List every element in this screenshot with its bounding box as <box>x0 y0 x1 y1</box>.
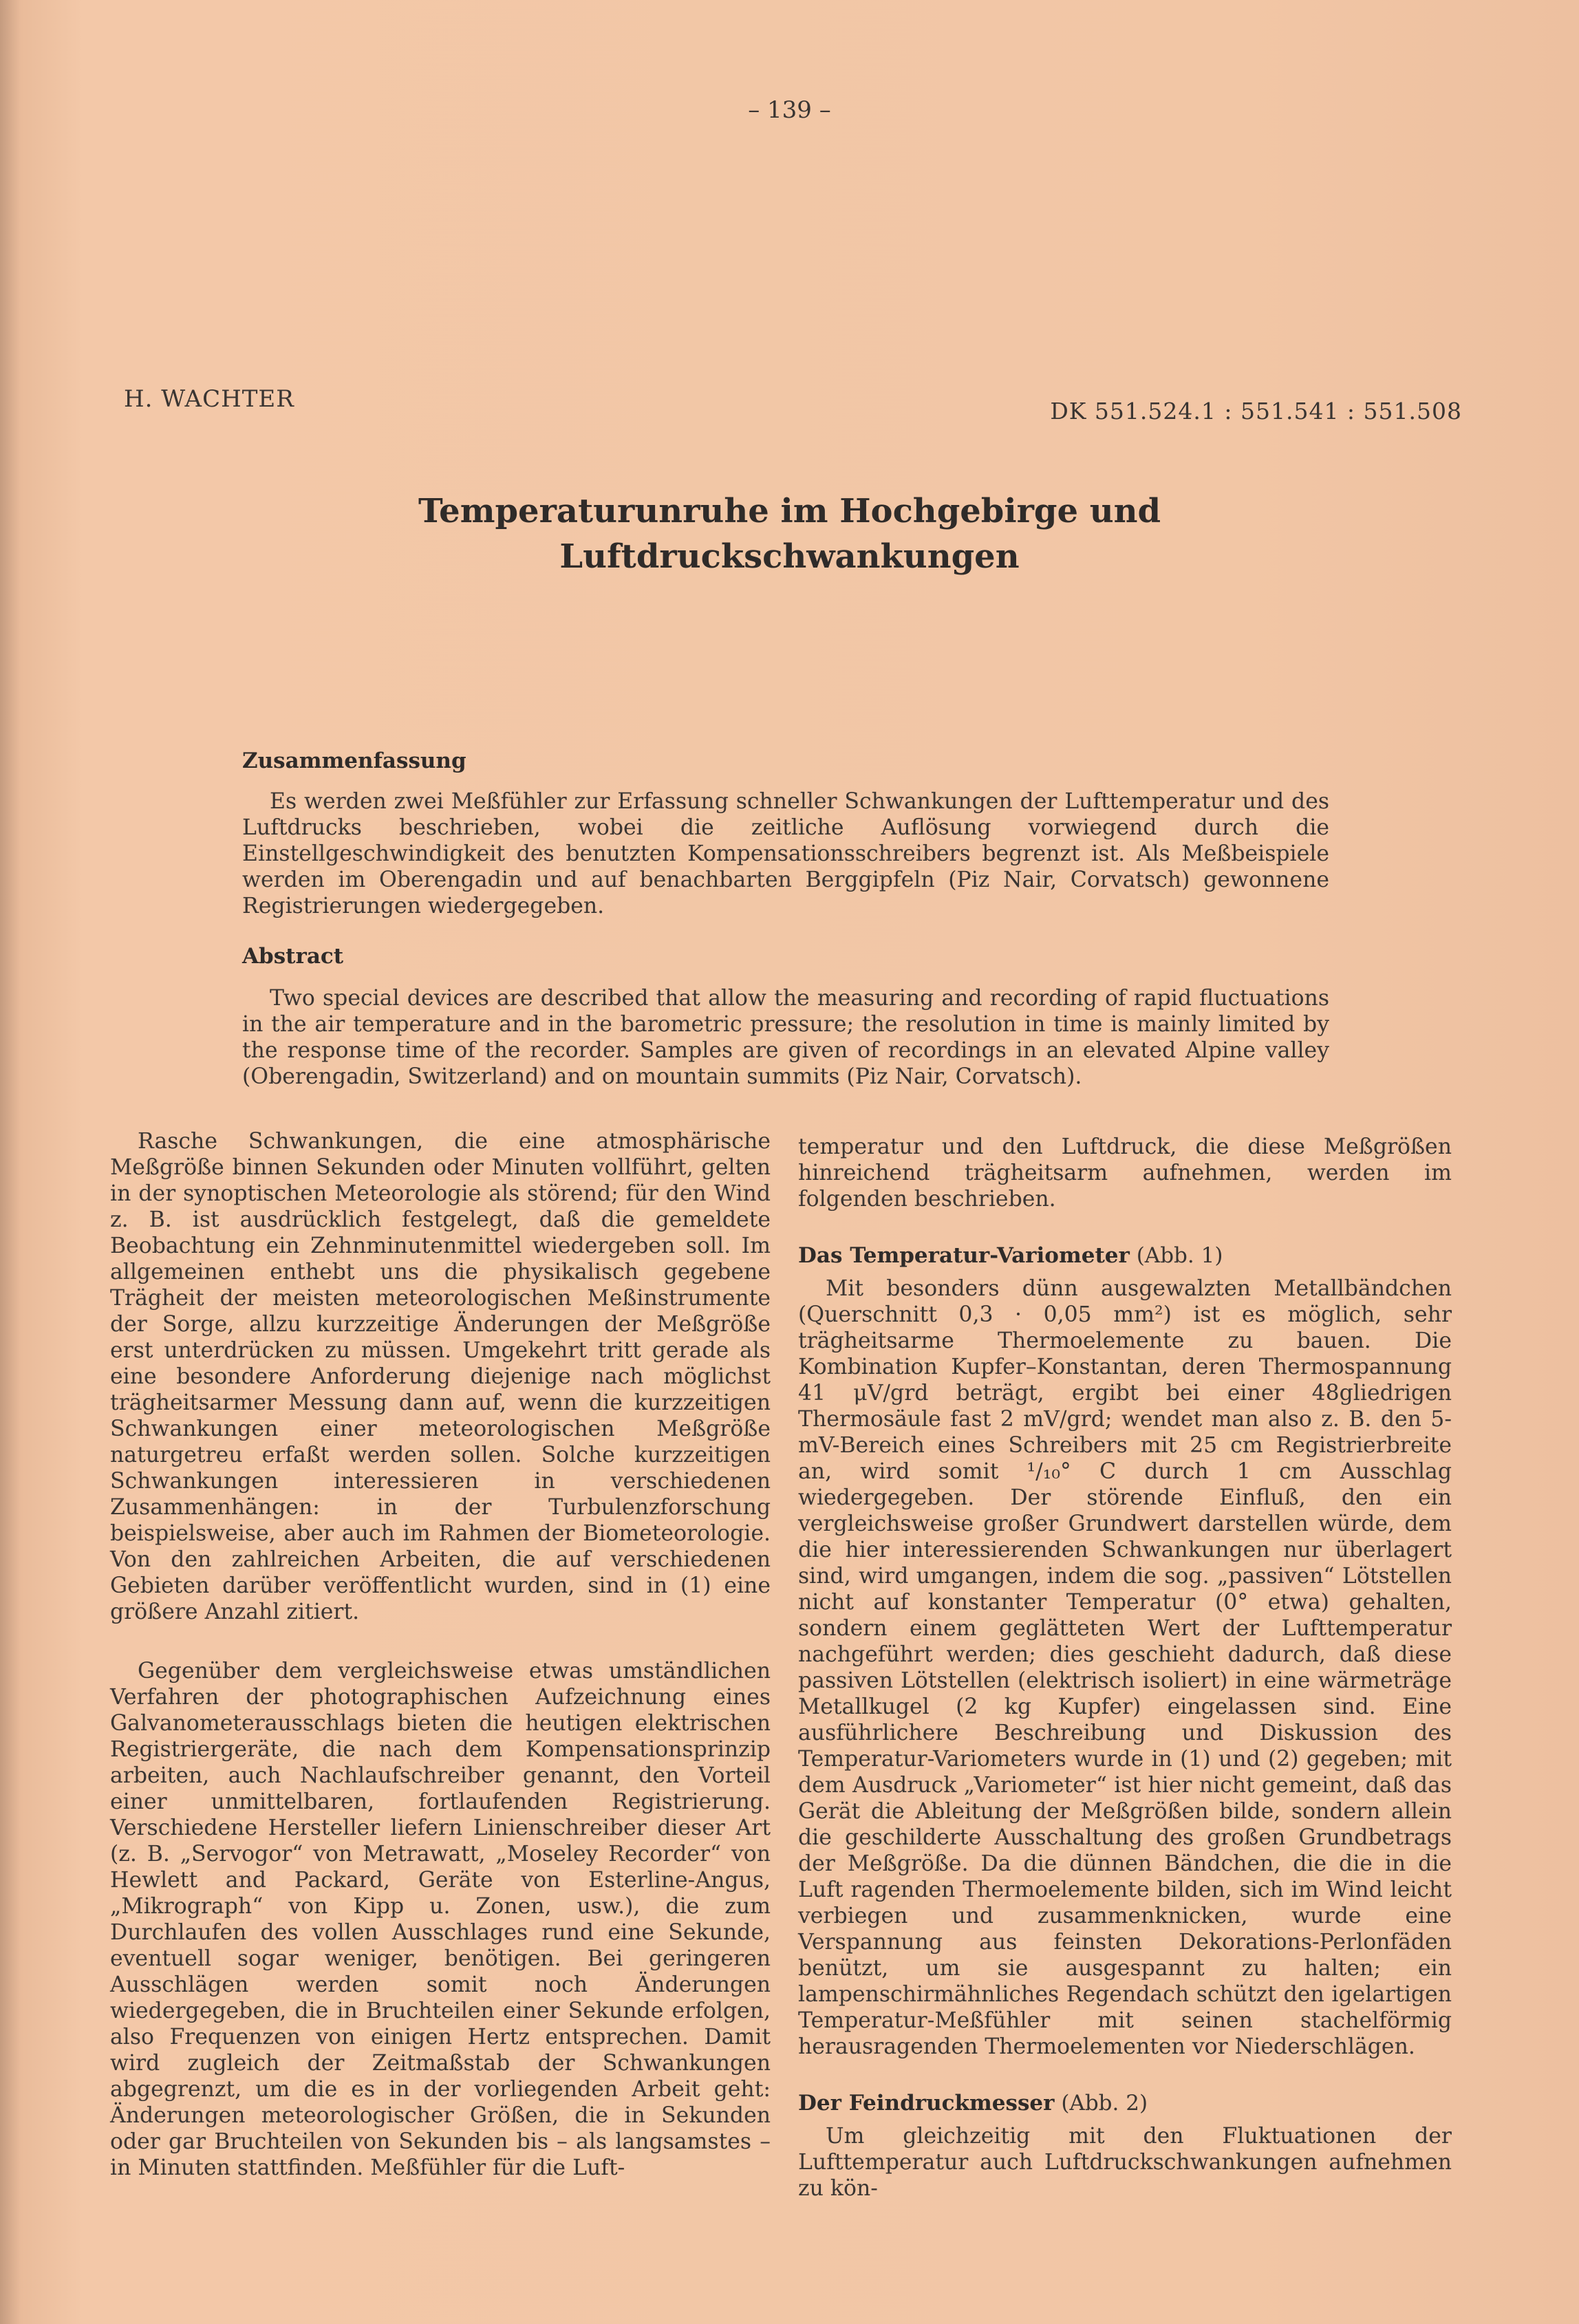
summary-text: Es werden zwei Meßfühler zur Erfassung schneller Schwankungen der Lufttemperatur und des Luftdrucks beschrieben, wobei die zeitliche Auflösung vorwiegend durch die Einstellgeschwindigkeit des benutzten Kompensationsschreibers begrenzt ist. Als Meßbeispiele werden im Oberengadin und auf benachbarten Berggipfeln (Piz Nair, Corvatsch) gewonnene Registrierungen wiedergegeben. <box>242 789 1329 918</box>
section-heading-temperature-variometer <box>798 1242 1452 1269</box>
summary-text-block <box>242 788 1329 919</box>
article-title <box>0 488 1579 579</box>
title-line-1: Temperaturunruhe im Hochgebirge und <box>418 492 1161 530</box>
abstract-section <box>242 944 1329 1090</box>
abstract-text-block <box>242 985 1329 1090</box>
body-paragraph-feindruckmesser: Um gleichzeitig mit den Fluktuationen der Lufttemperatur auch Luftdruckschwankungen aufnehmen zu kön- <box>798 2124 1452 2201</box>
body-paragraph-continuation: temperatur und den Luftdruck, die diese Meßgrößen hinreichend trägheitsarm aufnehmen, werden im folgenden beschrieben. <box>798 1134 1452 1212</box>
author-name: H. WACHTER <box>124 385 294 413</box>
body-paragraph-temperature-variometer: Mit besonders dünn ausgewalzten Metallbändchen (Querschnitt 0,3 · 0,05 mm²) ist es möglich, sehr trägheitsarme Thermoelemente zu bauen. Die Kombination Kupfer–Konstantan, deren Thermospannung 41 μV/grd beträgt, ergibt bei einer 48gliedrigen Thermosäule fast 2 mV/grd; wendet man also z. B. den 5-mV-Bereich eines Schreibers mit 25 cm Registrierbreite an, wird somit ¹/₁₀° C durch 1 cm Ausschlag wiedergegeben. Der störende Einfluß, den ein vergleichsweise großer Grundwert darstellen würde, dem die hier interessierenden Schwankungen nur überlagert sind, wird umgangen, indem die sog. „passiven“ Lötstellen nicht auf konstanter Temperatur (0° etwa) gehalten, sondern einem geglätteten Wert der Lufttemperatur nachgeführt werden; dies geschieht dadurch, daß diese passiven Lötstellen (elektrisch isoliert) in eine wärmeträge Metallkugel (2 kg Kupfer) eingelassen sind. Eine ausführlichere Beschreibung und Diskussion des Temperatur-Variometers wurde in (1) und (2) gegeben; mit dem Ausdruck „Variometer“ ist hier nicht gemeint, daß das Gerät die Ableitung der Meßgrößen bilde, sondern allein die geschilderte Ausschaltung des großen Grundbetrags der Meßgröße. Da die dünnen Bändchen, die die in die Luft ragenden Thermoelemente bilden, sich im Wind leicht verbiegen und zusammenknicken, wurde eine Verspannung aus feinsten Dekorations-Perlonfäden benützt, um sie ausgespannt zu halten; ein lampenschirmähnliches Regendach schützt den igelartigen Temperatur-Meßfühler mit seinen stachelförmig herausragenden Thermoelementen vor Niederschlägen. <box>798 1276 1452 2059</box>
right-column <box>798 1134 1452 2225</box>
summary-heading: Zusammenfassung <box>242 749 466 773</box>
abstract-heading: Abstract <box>242 944 344 969</box>
section-heading-feindruckmesser <box>798 2090 1452 2116</box>
summary-section <box>242 749 1329 919</box>
section-heading-feindruckmesser-title: Der Feindruckmesser <box>798 2091 1055 2116</box>
abstract-text: Two special devices are described that allow the measuring and recording of rapid fluctuations in the air temperature and in the barometric pressure; the resolution in time is mainly limited by the response time of the recorder. Samples are given of recordings in an elevated Alpine valley (Oberengadin, Switzerland) and on mountain summits (Piz Nair, Corvatsch). <box>242 986 1329 1089</box>
section-heading-temperature-variometer-ref: (Abb. 1) <box>1129 1243 1223 1268</box>
body-paragraph-1: Rasche Schwankungen, die eine atmosphärische Meßgröße binnen Sekunden oder Minuten vollführt, gelten in der synoptischen Meteorologie als störend; für den Wind z. B. ist ausdrücklich festgelegt, daß die gemeldete Beobachtung ein Zehnminutenmittel wiedergeben soll. Im allgemeinen enthebt uns die physikalisch gegebene Trägheit der meisten meteorologischen Meßinstrumente der Sorge, allzu kurzzeitige Änderungen der Meßgröße erst unterdrücken zu müssen. Umgekehrt tritt gerade als eine besondere Anforderung diejenige nach möglichst trägheitsarmer Messung dann auf, wenn die kurzzeitigen Schwankungen einer meteorologischen Meßgröße naturgetreu erfaßt werden sollen. Solche kurzzeitigen Schwankungen interessieren in verschiedenen Zusammenhängen: in der Turbulenzforschung beispielsweise, aber auch im Rahmen der Biometeorologie. Von den zahlreichen Arbeiten, die auf verschiedenen Gebieten darüber veröffentlicht wurden, sind in (1) eine größere Anzahl zitiert. <box>110 1129 771 1624</box>
page-number: – 139 – <box>748 96 831 124</box>
dk-classification: DK 551.524.1 : 551.541 : 551.508 <box>1050 398 1462 424</box>
section-heading-feindruckmesser-ref: (Abb. 2) <box>1054 2091 1148 2116</box>
title-line-2: Luftdruckschwankungen <box>559 537 1020 576</box>
body-paragraph-2: Gegenüber dem vergleichsweise etwas umständlichen Verfahren der photographischen Aufzeichnung eines Galvanometerausschlags bieten die heutigen elektrischen Registriergeräte, die nach dem Kompensationsprinzip arbeiten, auch Nachlaufschreiber genannt, den Vorteil einer unmittelbaren, fortlaufenden Registrierung. Verschiedene Hersteller liefern Linienschreiber dieser Art (z. B. „Servogor“ von Metrawatt, „Moseley Recorder“ von Hewlett and Packard, Geräte von Esterline-Angus, „Mikrograph“ von Kipp u. Zonen, usw.), die zum Durchlaufen des vollen Ausschlages rund eine Sekunde, eventuell sogar weniger, benötigen. Bei geringeren Ausschlägen werden somit noch Änderungen wiedergegeben, die in Bruchteilen einer Sekunde erfolgen, also Frequenzen von einigen Hertz entsprechen. Damit wird zugleich der Zeitmaßstab der Schwankungen abgegrenzt, um die es in der vorliegenden Arbeit geht: Änderungen meteorologischer Größen, die in Sekunden oder gar Bruchteilen von Sekunden bis – als langsamstes – in Minuten stattfinden. Meßfühler für die Luft- <box>110 1659 771 2180</box>
section-heading-temperature-variometer-title: Das Temperatur-Variometer <box>798 1243 1130 1268</box>
left-column <box>110 1128 771 2204</box>
